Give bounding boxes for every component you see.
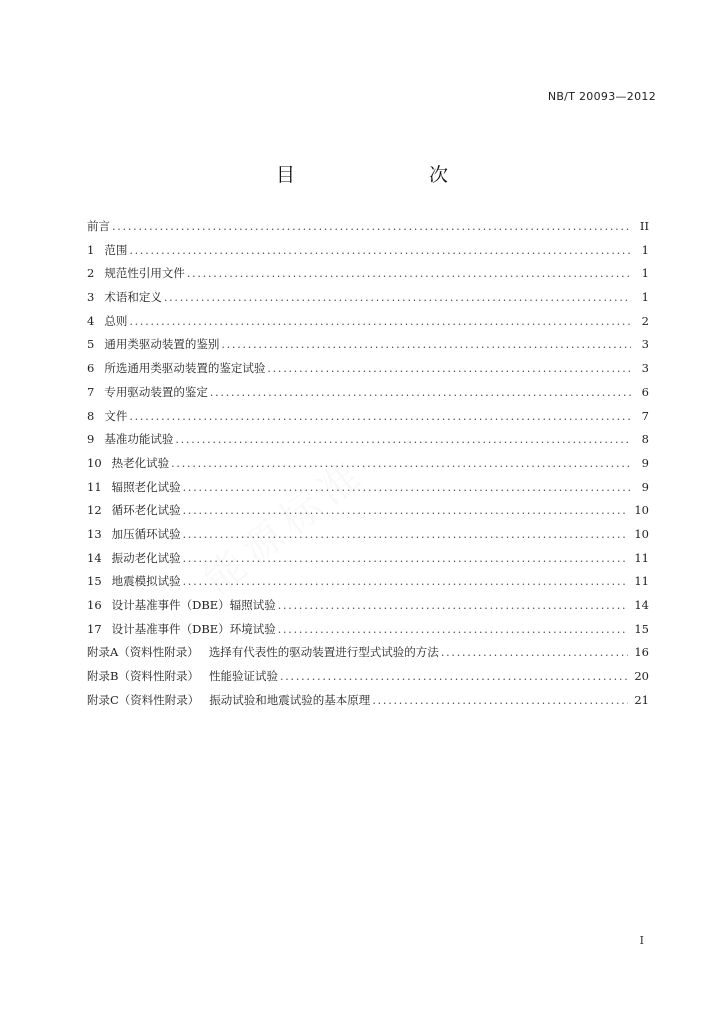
toc-entry-number: 12 bbox=[87, 503, 102, 518]
toc-entry-page: 8 bbox=[641, 432, 649, 447]
standard-code: NB/T 20093—2012 bbox=[547, 90, 656, 103]
toc-entry[interactable] bbox=[87, 265, 649, 289]
toc-entry-page: 10 bbox=[634, 503, 649, 518]
toc-entry-page: 15 bbox=[634, 621, 649, 636]
toc-entry-page: II bbox=[639, 219, 649, 233]
toc-entry-label: 通用类驱动装置的鉴别 bbox=[104, 337, 220, 352]
toc-leader-dots bbox=[280, 670, 628, 683]
toc-entry-number: 17 bbox=[87, 621, 102, 636]
toc-entry-number: 6 bbox=[87, 361, 95, 376]
toc-entry[interactable] bbox=[87, 692, 649, 716]
toc-entry-page: 21 bbox=[634, 692, 649, 707]
toc-entry-page: 20 bbox=[634, 669, 649, 684]
toc-entry[interactable] bbox=[87, 644, 649, 668]
toc-entry[interactable] bbox=[87, 502, 649, 526]
toc-leader-dots bbox=[187, 267, 631, 280]
toc-leader-dots bbox=[183, 528, 629, 541]
toc-entry-label: 所选通用类驱动装置的鉴定试验 bbox=[104, 361, 266, 376]
toc-entry-page: 9 bbox=[641, 455, 649, 470]
toc-entry-number: 5 bbox=[87, 337, 95, 352]
toc-entry-number: 4 bbox=[87, 313, 95, 328]
toc-entry-number: 8 bbox=[87, 408, 95, 423]
toc-entry-number: 3 bbox=[87, 290, 95, 305]
toc-entry-page: 11 bbox=[634, 574, 649, 589]
toc-leader-dots bbox=[183, 575, 629, 588]
toc-entry[interactable] bbox=[87, 526, 649, 550]
toc-entry-number: 2 bbox=[87, 266, 95, 281]
toc-entry[interactable] bbox=[87, 360, 649, 384]
toc-entry-page: 1 bbox=[641, 266, 649, 281]
toc-entry[interactable] bbox=[87, 289, 649, 313]
toc-entry-page: 1 bbox=[641, 290, 649, 305]
toc-entry-label: 文件 bbox=[104, 408, 128, 423]
toc-entry[interactable] bbox=[87, 242, 649, 266]
toc-entry-label: 设计基准事件（DBE）环境试验 bbox=[111, 621, 276, 636]
page-title: 目 次 bbox=[275, 164, 480, 186]
toc-entry-number: 附录C（资料性附录） bbox=[87, 692, 200, 707]
toc-leader-dots bbox=[372, 694, 628, 707]
toc-entry-number: 7 bbox=[87, 384, 95, 399]
toc-entry-number: 9 bbox=[87, 432, 95, 447]
toc-entry[interactable] bbox=[87, 408, 649, 432]
toc-entry-label: 地震模拟试验 bbox=[111, 574, 181, 589]
toc-leader-dots bbox=[183, 504, 629, 517]
toc-entry-page: 11 bbox=[634, 550, 649, 565]
watermark: 能源标准 bbox=[195, 448, 376, 604]
toc-entry-label: 振动试验和地震试验的基本原理 bbox=[209, 692, 371, 707]
toc-entry-label: 专用驱动装置的鉴定 bbox=[104, 384, 208, 399]
toc-entry[interactable] bbox=[87, 218, 649, 242]
toc-entry-number: 14 bbox=[87, 550, 102, 565]
toc-entry[interactable] bbox=[87, 313, 649, 337]
toc-entry-label: 选择有代表性的驱动装置进行型式试验的方法 bbox=[208, 645, 439, 660]
table-of-contents bbox=[87, 218, 649, 715]
toc-entry-number: 16 bbox=[87, 598, 102, 612]
toc-entry-page: 9 bbox=[641, 479, 649, 494]
toc-entry-label: 循环老化试验 bbox=[111, 503, 181, 518]
toc-entry-page: 7 bbox=[641, 408, 649, 423]
toc-leader-dots bbox=[210, 386, 631, 399]
toc-entry-page: 16 bbox=[634, 645, 649, 660]
toc-entry-number: 13 bbox=[87, 526, 102, 541]
toc-entry-page: 3 bbox=[641, 361, 649, 376]
toc-entry-number: 附录A（资料性附录） bbox=[87, 645, 199, 660]
toc-entry[interactable] bbox=[87, 455, 649, 479]
toc-entry-number: 1 bbox=[87, 242, 95, 257]
toc-entry[interactable] bbox=[87, 597, 649, 621]
toc-entry-label: 规范性引用文件 bbox=[104, 266, 185, 281]
toc-entry-label: 基准功能试验 bbox=[104, 432, 174, 447]
toc-entry[interactable] bbox=[87, 336, 649, 360]
toc-leader-dots bbox=[278, 623, 629, 636]
toc-entry-label: 辐照老化试验 bbox=[111, 479, 181, 494]
toc-entry-label: 性能验证试验 bbox=[208, 669, 278, 684]
toc-entry-label: 设计基准事件（DBE）辐照试验 bbox=[111, 598, 276, 612]
toc-entry[interactable] bbox=[87, 573, 649, 597]
toc-entry-page: 3 bbox=[641, 337, 649, 352]
toc-leader-dots bbox=[278, 599, 629, 612]
toc-leader-dots bbox=[129, 244, 631, 257]
toc-entry-label: 振动老化试验 bbox=[111, 550, 181, 565]
toc-entry-number: 10 bbox=[87, 455, 102, 470]
toc-entry-page: 14 bbox=[634, 598, 649, 612]
toc-leader-dots bbox=[183, 552, 629, 565]
toc-leader-dots bbox=[164, 291, 631, 304]
toc-entry-page: 2 bbox=[641, 313, 649, 328]
toc-leader-dots bbox=[175, 433, 631, 446]
toc-entry[interactable] bbox=[87, 621, 649, 645]
toc-entry[interactable] bbox=[87, 668, 649, 692]
toc-entry-label: 前言 bbox=[87, 219, 110, 233]
toc-entry-label: 热老化试验 bbox=[111, 455, 170, 470]
toc-leader-dots bbox=[129, 410, 631, 423]
toc-entry[interactable] bbox=[87, 479, 649, 503]
toc-leader-dots bbox=[267, 362, 631, 375]
toc-entry[interactable] bbox=[87, 431, 649, 455]
toc-entry-label: 范围 bbox=[104, 242, 128, 257]
toc-leader-dots bbox=[112, 220, 631, 233]
toc-leader-dots bbox=[221, 338, 631, 351]
toc-leader-dots bbox=[171, 457, 631, 470]
toc-entry-number: 11 bbox=[87, 479, 102, 494]
toc-entry[interactable] bbox=[87, 384, 649, 408]
toc-entry[interactable] bbox=[87, 550, 649, 574]
toc-entry-number: 15 bbox=[87, 574, 102, 589]
toc-entry-label: 术语和定义 bbox=[104, 290, 162, 305]
toc-leader-dots bbox=[441, 646, 629, 659]
toc-entry-page: 1 bbox=[641, 242, 649, 257]
toc-entry-label: 加压循环试验 bbox=[111, 526, 181, 541]
toc-leader-dots bbox=[183, 481, 631, 494]
toc-entry-page: 6 bbox=[641, 384, 649, 399]
toc-entry-number: 附录B（资料性附录） bbox=[87, 669, 199, 684]
toc-entry-page: 10 bbox=[634, 526, 649, 541]
toc-leader-dots bbox=[129, 315, 631, 328]
toc-entry-label: 总则 bbox=[104, 313, 128, 328]
page-number: I bbox=[639, 934, 644, 947]
